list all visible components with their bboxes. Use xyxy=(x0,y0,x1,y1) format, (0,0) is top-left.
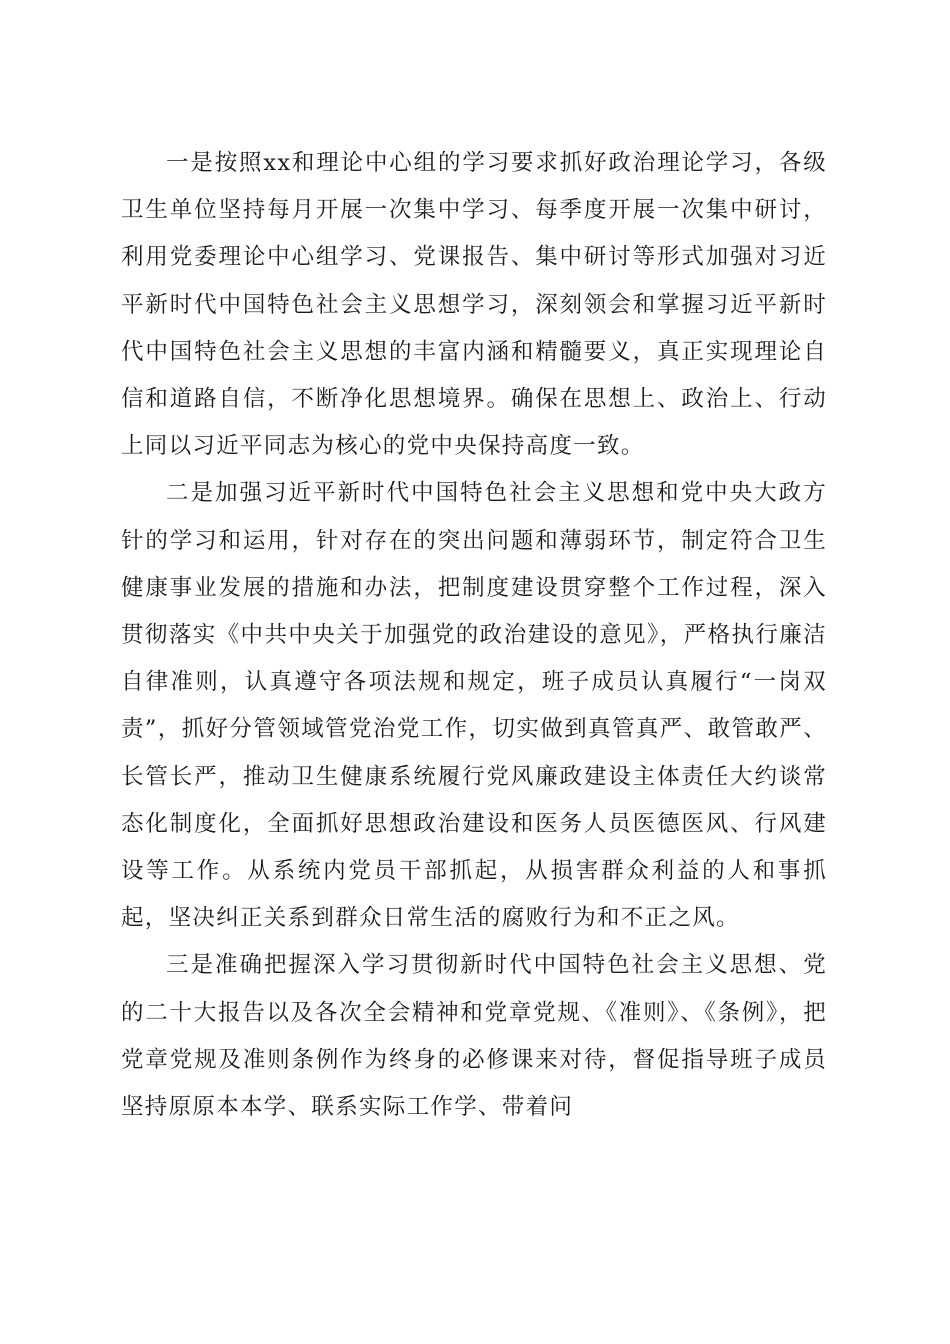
paragraph-2: 二是加强习近平新时代中国特色社会主义思想和党中央大政方针的学习和运用，针对存在的突出问题和薄弱环节，制定符合卫生健康事业发展的措施和办法，把制度建设贯穿整个工作过程，深入贯彻落实《中共中央关于加强党的政治建设的意见》，严格执行廉洁自律准则，认真遵守各项法规和规定，班子成员认真履行“一岗双责”，抓好分管领域管党治党工作，切实做到真管真严、敢管敢严、长管长严，推动卫生健康系统履行党风廉政建设主体责任大约谈常态化制度化，全面抓好思想政治建设和医务人员医德医风、行风建设等工作。从系统内党员干部抓起，从损害群众利益的人和事抓起，坚决纠正关系到群众日常生活的腐败行为和不正之风。 xyxy=(121,480,827,932)
paragraph-1: 一是按照xx和理论中心组的学习要求抓好政治理论学习，各级卫生单位坚持每月开展一次集中学习、每季度开展一次集中研讨，利用党委理论中心组学习、党课报告、集中研讨等形式加强对习近平新时代中国特色社会主义思想学习，深刻领会和掌握习近平新时代中国特色社会主义思想的丰富内涵和精髓要义，真正实现理论自信和道路自信，不断净化思想境界。确保在思想上、政治上、行动上同以习近平同志为核心的党中央保持高度一致。 xyxy=(121,150,827,460)
paragraph-3: 三是准确把握深入学习贯彻新时代中国特色社会主义思想、党的二十大报告以及各次全会精神和党章党规、《准则》、《条例》，把党章党规及准则条例作为终身的必修课来对待，督促指导班子成员坚持原原本本学、联系实际工作学、带着问 xyxy=(121,952,827,1121)
document-body xyxy=(121,140,827,1131)
